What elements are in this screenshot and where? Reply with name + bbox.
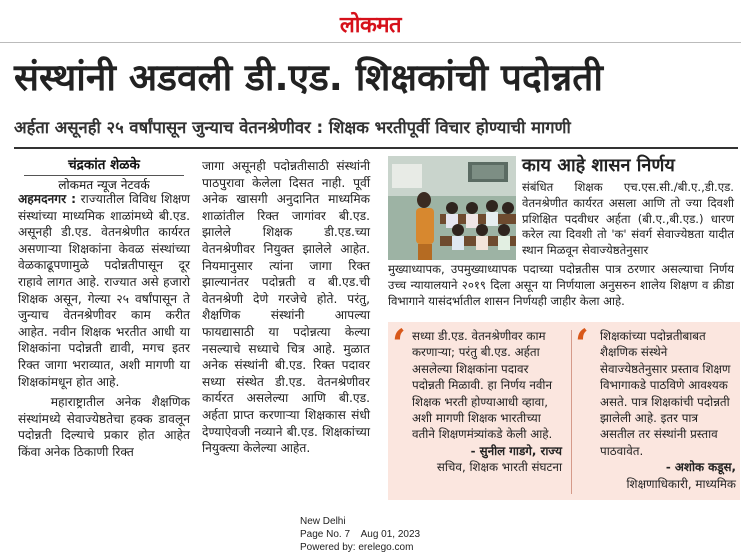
quote-text: सध्या डी.एड. वेतनश्रेणीवर काम करणाऱ्या; परंतु बी.एड. अर्हता असलेल्या शिक्षकांना पदावर पदोन्नती मिळावी. हा निर्णय नवीन शिक्षक भरती होण्याआधी व्हावा, अशी मागणी शिक्षक भारतीच्या वतीने शिक्षणमंत्र्यांकडे केली आहे. <box>412 329 553 442</box>
quote-mark-icon: ‘ <box>575 321 589 368</box>
quote-1 <box>412 328 562 476</box>
article-column-2 <box>202 158 370 461</box>
subheadline: अर्हता असूनही २५ वर्षांपासून जुन्याच वेतनश्रेणीवर : शिक्षक भरतीपूर्वी विचार होण्याची मागणी <box>14 118 571 137</box>
quote-text: शिक्षकांच्या पदोन्नतीबाबत शैक्षणिक संस्थेने सेवाज्येष्ठतेनुसार प्रस्ताव शिक्षण विभागाकडे पाठविणे आवश्यक असते. पात्र शिक्षकांची पदोन्नती झालेली आहे. इतर पात्र असतील तर संस्थांनी प्रस्ताव पाठवावेत. <box>600 329 731 458</box>
article-paragraph <box>18 191 190 390</box>
quote-divider <box>571 330 572 494</box>
sidebar-title: काय आहे शासन निर्णय <box>522 155 675 176</box>
quote-mark-icon: ‘ <box>392 321 406 368</box>
headline-rule <box>14 147 738 149</box>
footer-powered-by: Powered by: erelego.com <box>300 542 414 553</box>
classroom-photo-image <box>388 156 516 260</box>
footer-city: New Delhi <box>300 516 346 527</box>
sidebar-text-bottom: मुख्याध्यापक, उपमुख्याध्यापक पदाच्या पदोन्नतीस पात्र ठरणार असल्याचा निर्णय उच्च न्यायालयाने २०१९ दिला असून या निर्णयाला अनुसरुन शालेय शिक्षण व क्रीडा विभागाने यासंदर्भातील शासन निर्णयही जाहीर केला आहे. <box>388 262 734 308</box>
byline <box>18 156 190 193</box>
headline: संस्थांनी अडवली डी.एड. शिक्षकांची पदोन्नती <box>14 56 603 99</box>
sidebar-text-top: संबंधित शिक्षक एच.एस.सी./बी.ए.,डी.एड. वेतनश्रेणीत कार्यरत असला आणि तो ज्या दिवशी प्रशिक्षित पदवीधर अर्हता (बी.ए.,बी.एड.) धारण करेल त्या दिवशी तो 'क' संवर्ग सेवाज्येष्ठता यादीत स्थान मिळवून सेवाज्येष्ठतेनुसार <box>522 180 734 258</box>
quote-author-role: शिक्षणाधिकारी, माध्यमिक <box>626 476 736 491</box>
masthead-divider <box>0 42 741 43</box>
page-footer <box>300 515 420 554</box>
quote-author: - अशोक कडूस, <box>665 460 736 475</box>
article-text: महाराष्ट्रातील अनेक शैक्षणिक संस्थांमध्ये सेवाज्येष्ठतेचा हक्क डावलून पदोन्नती दिल्याचे प्रकार होत आहेत किंवा अनेक ठिकाणी रिक्त <box>18 395 190 459</box>
masthead-logo: लोकमत <box>339 12 402 38</box>
article-text: जागा असूनही पदोन्नतीसाठी संस्थांनी पाठपुरावा केलेला दिसत नाही. पूर्वी अनेक खासगी अनुदानित माध्यमिक शाळांतील रिक्त जागांवर बी.एड. झालेले शिक्षक डी.एड.च्या वेतनश्रेणीवर नियुक्त झालेले आहेत. नियमानुसार त्यांना जागा रिक्त झाल्यानंतर पदोन्नती व बी.एड.ची वेतनश्रेणी देणे गरजेचे होते. परंतु, शैक्षणिक संस्थांनी आपल्या फायद्यासाठी या पदोन्नत्या केल्या नसल्याचे सध्याचे चित्र आहे. मुळात अनेक संस्थांनी बी.एड. रिक्त पदावर सध्या संस्थेत डी.एड. वेतनश्रेणीवर कार्यरत असलेल्या आणि बी.एड. अर्हता प्राप्त करणाऱ्या शिक्षकास संधी देण्याऐवजी नव्याने बी.एड. शिक्षकांच्या नियुक्त्या केलेल्या आहेत. <box>202 159 370 456</box>
quote-2 <box>600 328 736 492</box>
byline-name: चंद्रकांत शेळके <box>68 157 140 173</box>
quote-author: - सुनील गाडगे, राज्य <box>470 443 562 458</box>
byline-divider <box>24 175 184 176</box>
quote-author-role: सचिव, शिक्षक भारती संघटना <box>436 460 562 475</box>
article-text: राज्यातील विविध शिक्षण संस्थांच्या माध्यमिक शाळांमध्ये बी.एड. असूनही डी.एड. वेतनश्रेणीत कार्यरत असणाऱ्या शिक्षकांना केवळ संस्थांच्या वेळकाढूपणामुळे पदोन्नतीपासून दूर राहावे लागत आहे. राज्यात असे हजारो शिक्षक असून, गेल्या २५ वर्षांपासून ते जुन्याच वेतनश्रेणीवर काम करीत आहेत. नवीन शिक्षक भरतीत आधी या शिक्षकांना पदोन्नती द्यावी, मगच इतर रिक्त जागा भराव्यात, अशी मागणी या शिक्षकांमधून होत आहे. <box>18 192 190 389</box>
footer-page-date: Page No. 7 Aug 01, 2023 <box>300 529 421 540</box>
article-paragraph <box>18 394 190 460</box>
dateline-place: अहमदनगर : <box>18 192 77 206</box>
byline-agency: लोकमत न्यूज नेटवर्क <box>58 178 150 192</box>
classroom-photo <box>388 156 516 260</box>
article-column-1 <box>18 191 190 465</box>
